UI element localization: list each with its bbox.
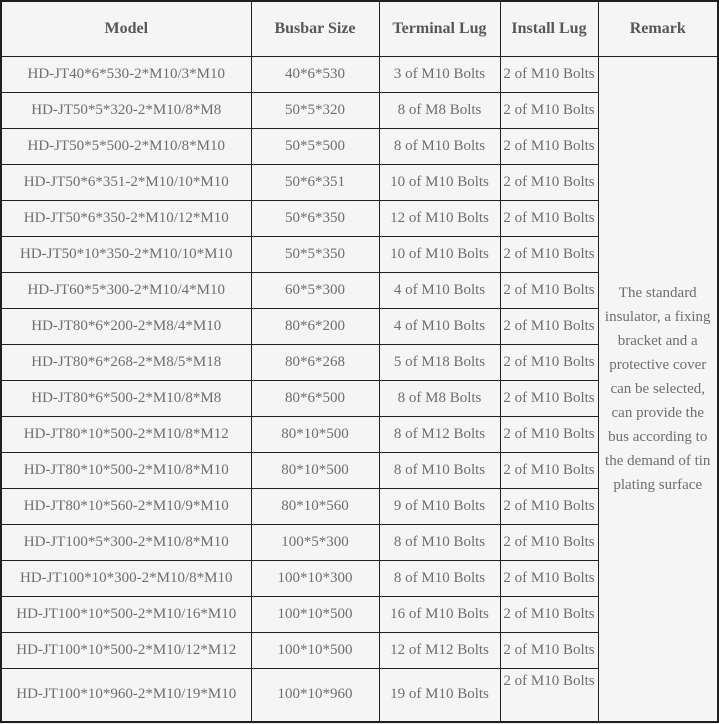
- busbar-size-cell: 50*5*320: [251, 92, 379, 128]
- install-lug-cell: 2 of M10 Bolts: [500, 308, 598, 344]
- busbar-size-cell: 80*10*560: [251, 488, 379, 524]
- install-lug-cell: 2 of M10 Bolts: [500, 560, 598, 596]
- busbar-size-cell: 40*6*530: [251, 56, 379, 92]
- install-lug-cell: 2 of M10 Bolts: [500, 92, 598, 128]
- terminal-lug-cell: 8 of M8 Bolts: [379, 92, 500, 128]
- install-lug-cell: 2 of M10 Bolts: [500, 344, 598, 380]
- terminal-lug-cell: 8 of M8 Bolts: [379, 380, 500, 416]
- table-body: [1, 56, 718, 722]
- table-header: [1, 1, 718, 56]
- install-lug-cell: 2 of M10 Bolts: [500, 632, 598, 668]
- install-lug-cell: 2 of M10 Bolts: [500, 200, 598, 236]
- install-lug-cell: 2 of M10 Bolts: [500, 416, 598, 452]
- busbar-size-cell: 80*6*268: [251, 344, 379, 380]
- install-lug-cell: 2 of M10 Bolts: [500, 164, 598, 200]
- model-cell: HD-JT100*10*960-2*M10/19*M10: [1, 668, 251, 722]
- install-lug-cell: 2 of M10 Bolts: [500, 56, 598, 92]
- install-lug-cell: 2 of M10 Bolts: [500, 488, 598, 524]
- terminal-lug-cell: 4 of M10 Bolts: [379, 308, 500, 344]
- model-cell: HD-JT50*6*350-2*M10/12*M10: [1, 200, 251, 236]
- remark-cell: The standard insulator, a fixing bracket and a protective cover can be selected, can provide the bus according to the demand of tin plating surface: [598, 56, 718, 722]
- busbar-size-cell: 100*10*300: [251, 560, 379, 596]
- terminal-lug-cell: 9 of M10 Bolts: [379, 488, 500, 524]
- col-header-remark: Remark: [598, 1, 718, 56]
- terminal-lug-cell: 10 of M10 Bolts: [379, 164, 500, 200]
- model-cell: HD-JT80*6*268-2*M8/5*M18: [1, 344, 251, 380]
- table-row: [1, 56, 718, 92]
- busbar-size-cell: 50*5*500: [251, 128, 379, 164]
- model-cell: HD-JT60*5*300-2*M10/4*M10: [1, 272, 251, 308]
- busbar-size-cell: 100*10*500: [251, 596, 379, 632]
- model-cell: HD-JT80*10*560-2*M10/9*M10: [1, 488, 251, 524]
- busbar-size-cell: 100*10*960: [251, 668, 379, 722]
- terminal-lug-cell: 16 of M10 Bolts: [379, 596, 500, 632]
- terminal-lug-cell: 8 of M10 Bolts: [379, 452, 500, 488]
- install-lug-cell: 2 of M10 Bolts: [500, 596, 598, 632]
- terminal-lug-cell: 8 of M10 Bolts: [379, 560, 500, 596]
- install-lug-cell: 2 of M10 Bolts: [500, 236, 598, 272]
- model-cell: HD-JT100*5*300-2*M10/8*M10: [1, 524, 251, 560]
- busbar-size-cell: 80*6*200: [251, 308, 379, 344]
- terminal-lug-cell: 12 of M10 Bolts: [379, 200, 500, 236]
- terminal-lug-cell: 8 of M10 Bolts: [379, 128, 500, 164]
- col-header-terminal-lug: Terminal Lug: [379, 1, 500, 56]
- install-lug-cell: 2 of M10 Bolts: [500, 128, 598, 164]
- model-cell: HD-JT80*6*500-2*M10/8*M8: [1, 380, 251, 416]
- busbar-size-cell: 100*10*500: [251, 632, 379, 668]
- terminal-lug-cell: 12 of M12 Bolts: [379, 632, 500, 668]
- model-cell: HD-JT50*5*320-2*M10/8*M8: [1, 92, 251, 128]
- model-cell: HD-JT100*10*500-2*M10/16*M10: [1, 596, 251, 632]
- busbar-size-cell: 100*5*300: [251, 524, 379, 560]
- col-header-install-lug: Install Lug: [500, 1, 598, 56]
- busbar-size-cell: 50*5*350: [251, 236, 379, 272]
- model-cell: HD-JT50*6*351-2*M10/10*M10: [1, 164, 251, 200]
- model-cell: HD-JT80*6*200-2*M8/4*M10: [1, 308, 251, 344]
- terminal-lug-cell: 3 of M10 Bolts: [379, 56, 500, 92]
- col-header-model: Model: [1, 1, 251, 56]
- busbar-size-cell: 80*10*500: [251, 452, 379, 488]
- model-cell: HD-JT40*6*530-2*M10/3*M10: [1, 56, 251, 92]
- busbar-size-cell: 80*6*500: [251, 380, 379, 416]
- model-cell: HD-JT100*10*300-2*M10/8*M10: [1, 560, 251, 596]
- busbar-size-cell: 50*6*350: [251, 200, 379, 236]
- model-cell: HD-JT80*10*500-2*M10/8*M12: [1, 416, 251, 452]
- install-lug-cell: 2 of M10 Bolts: [500, 524, 598, 560]
- model-cell: HD-JT80*10*500-2*M10/8*M10: [1, 452, 251, 488]
- terminal-lug-cell: 10 of M10 Bolts: [379, 236, 500, 272]
- header-row: [1, 1, 718, 56]
- install-lug-cell: 2 of M10 Bolts: [500, 452, 598, 488]
- terminal-lug-cell: 4 of M10 Bolts: [379, 272, 500, 308]
- install-lug-cell: 2 of M10 Bolts: [500, 668, 598, 722]
- model-cell: HD-JT50*5*500-2*M10/8*M10: [1, 128, 251, 164]
- busbar-size-cell: 60*5*300: [251, 272, 379, 308]
- terminal-lug-cell: 8 of M12 Bolts: [379, 416, 500, 452]
- busbar-size-cell: 50*6*351: [251, 164, 379, 200]
- terminal-lug-cell: 19 of M10 Bolts: [379, 668, 500, 722]
- install-lug-cell: 2 of M10 Bolts: [500, 380, 598, 416]
- terminal-lug-cell: 5 of M18 Bolts: [379, 344, 500, 380]
- model-cell: HD-JT50*10*350-2*M10/10*M10: [1, 236, 251, 272]
- terminal-lug-cell: 8 of M10 Bolts: [379, 524, 500, 560]
- busbar-size-cell: 80*10*500: [251, 416, 379, 452]
- col-header-busbar-size: Busbar Size: [251, 1, 379, 56]
- model-cell: HD-JT100*10*500-2*M10/12*M12: [1, 632, 251, 668]
- install-lug-cell: 2 of M10 Bolts: [500, 272, 598, 308]
